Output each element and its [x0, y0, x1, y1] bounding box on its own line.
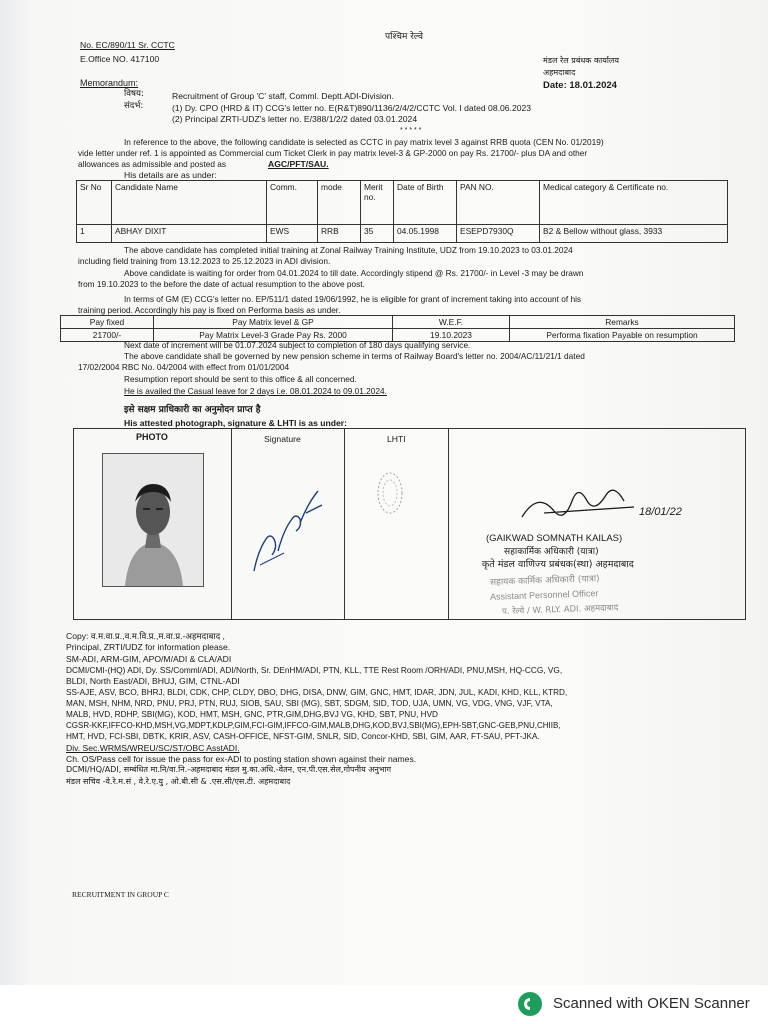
header-date-of-birth: Date of Birth: [394, 181, 457, 225]
para1-line2: vide letter under ref. 1 is appointed as Commercial cum Ticket Clerk in pay matrix level-3 & GP-2000 on pay Rs. 21700/- plus DA and other: [78, 148, 588, 158]
cell-date-of-birth: 04.05.1998: [394, 225, 457, 243]
cell-remarks: Performa fixation Payable on resumption: [510, 329, 735, 342]
pay-table-header: [61, 316, 735, 329]
copy-line-1: Copy: व.म.वा.प्र.,व.म.वि.प्र.,म.वा.प्र.-अहमदाबाद ,: [66, 631, 225, 641]
scanner-footer: [0, 985, 768, 1024]
signature-label: Signature: [264, 434, 301, 444]
attestation-box: [73, 428, 746, 620]
stamp-line-3: प. रेल्वे / W. RLY. ADI. अहमदाबाद: [501, 602, 619, 618]
photo-label: PHOTO: [136, 432, 168, 442]
hindi-header: पश्चिम रेल्वे: [385, 32, 423, 42]
signatory-name: (GAIKWAD SOMNATH KAILAS): [486, 533, 623, 544]
header-candidate-name: Candidate Name: [112, 181, 267, 225]
footer-reference: RECRUITMENT IN GROUP C: [72, 890, 169, 899]
candidate-table-row: [77, 225, 728, 243]
cell-merit-no: 35: [361, 225, 394, 243]
lhti-label: LHTI: [387, 434, 406, 444]
city-hindi: अहमदाबाद: [543, 68, 576, 77]
candidate-table: [76, 180, 728, 243]
copy-line-6: SS-AJE, ASV, BCO, BHRJ, BLDI, CDK, CHP, CLDY, DBO, DHG, DISA, DNW, GIM, GNC, HMT, IDAR, JDN, JUL, KADI, KHD, KLL, KTRD,: [66, 688, 568, 697]
copy-line-9: CGSR-KKF,IFFCO-KHD,MSH,VG,MDPT,KDLP,GIM,FCI-GIM,IFFCO-GIM,MALB,DHG,KOD,BVJ,SBI(MG),EPH-SBT,GNC-GEB,PNU,CHIIB,: [66, 721, 561, 730]
copy-line-11: Div. Sec.WRMS/WREU/SC/ST/OBC AsstADI.: [66, 743, 240, 753]
copy-line-8: MALB, HVD, RDHP, SBI(MG), KOD, HMT, MSH, GNC, PTR,GIM,DHG,BVJ VG, KHD, SBT, PNU, HVD: [66, 710, 438, 719]
para2-line2: including field training from 13.12.2023 to 25.12.2023 in ADI division.: [78, 256, 331, 266]
para4-line1: In terms of GM (E) CCG's letter no. EP/511/1 dated 19/06/1992, he is eligible for grant of increment taking into account of his: [124, 294, 582, 304]
candidate-signature-image: [244, 479, 334, 579]
header-merit-no: Merit no.: [361, 181, 394, 225]
letter-date: Date: 18.01.2024: [543, 80, 617, 91]
attested-text: His attested photograph, signature & LHTI is as under:: [124, 418, 347, 428]
header-pay-fixed: Pay fixed: [61, 316, 154, 329]
cell-medical-category: B2 & Bellow without glass, 3933: [540, 225, 728, 243]
divider-3: [448, 429, 449, 619]
reference-number: No. EC/890/11 Sr. CCTC: [80, 40, 175, 50]
copy-line-2: Principal, ZRTI/UDZ for information please.: [66, 642, 231, 652]
stamp-line-1: सहायक कार्मिक अधिकारी (यात्रा): [489, 574, 600, 588]
candidate-table-header: [77, 181, 728, 225]
header-mode: mode: [318, 181, 361, 225]
copy-line-10: HMT, HVD, FCI-SBI, DBTK, KRIR, ASV, CASH-OFFICE, NFST-GIM, SNLR, SID, Concor-KHD, SBI, GIM, AAR, FT-SAU, PFT-JKA.: [66, 732, 540, 741]
para7: Resumption report should be sent to this office & all concerned.: [124, 374, 357, 384]
candidate-photo: [102, 453, 204, 587]
reference-label: संदर्भ:: [124, 101, 144, 111]
divider-2: [344, 429, 345, 619]
para1-line3: allowances as admissible and posted as: [78, 159, 227, 169]
copy-line-13: DCMI/HQ/ADI, सम्बंधित मा.नि/वा.नि.-अहमदाबाद मंडल मु.का.अधि.-वेतन, एन.पी.एस.सेल,गोपनीय अनुभाग: [66, 765, 392, 774]
copy-line-14: मंडल सचिव -वे.रे.म.सं , वे.रे.ए.यु , ओ.बी.सी & .एस.सी/एस.टी. अहमदाबाद: [66, 777, 291, 786]
candidate-photo-image: [103, 454, 203, 586]
para8-casual-leave: He is availed the Casual leave for 2 days i.e. 08.01.2024 to 09.01.2024.: [124, 386, 387, 396]
header-pay-matrix: Pay Matrix level & GP: [154, 316, 393, 329]
copy-line-7: MAN, MSH, NHM, NRD, PNU, PRJ, PTN, RUJ, SIOB, SAU, SBI (MG), SBT, SDGM, SID, TOD, UJA, UMN, VG, VDG, VNG, VJF, VTA,: [66, 699, 553, 708]
cell-pay-matrix: Pay Matrix Level-3 Grade Pay Rs. 2000: [154, 329, 393, 342]
cell-pan-no: ESEPD7930Q: [457, 225, 540, 243]
copy-line-3: SM-ADI, ARM-GIM, APO/M/ADI & CLA/ADI: [66, 654, 232, 664]
header-remarks: Remarks: [510, 316, 735, 329]
handwritten-date: 18/01/22: [639, 506, 682, 518]
para3-line2: from 19.10.2023 to the before the date of actual resumption to the above post.: [78, 279, 365, 289]
officer-signature-image: [514, 471, 654, 531]
header-wef: W.E.F.: [393, 316, 510, 329]
subject-text: Recruitment of Group 'C' staff, Comml. Deptt.ADI-Division.: [172, 91, 394, 101]
cell-comm: EWS: [267, 225, 318, 243]
office-hindi: मंडल रेल प्रबंधक कार्यालय: [543, 56, 619, 65]
header-pan-no: PAN NO.: [457, 181, 540, 225]
subject-label: विषय:: [124, 89, 144, 99]
divider-1: [231, 429, 232, 619]
separator-stars: * * * * *: [400, 127, 422, 134]
cell-wef: 19.10.2023: [393, 329, 510, 342]
para1-line1: In reference to the above, the following candidate is selected as CCTC in pay matrix level 3 against RRB quota (CEN No. 01/2019): [124, 137, 604, 147]
para6-line2: 17/02/2004 RBC No. 04/2004 with effect from 01/01/2004: [78, 362, 290, 372]
posting-station: AGC/PFT/SAU.: [268, 159, 329, 169]
cell-mode: RRB: [318, 225, 361, 243]
copy-line-12: Ch. OS/Pass cell for issue the pass for ex-ADI to posting station shown against their names.: [66, 754, 417, 764]
oken-scanner-logo-icon: [517, 991, 543, 1017]
para5: Next date of increment will be 01.07.2024 subject to completion of 180 days qualifying service.: [124, 340, 471, 350]
cell-sr-no: 1: [77, 225, 112, 243]
stamp-line-2: Assistant Personnel Officer: [489, 588, 599, 602]
memorandum-label: Memorandum:: [80, 78, 139, 88]
para3-line1: Above candidate is waiting for order from 04.01.2024 to till date. Accordingly stipend @ Rs. 21700/- in Level -3 may be drawn: [124, 268, 584, 278]
signatory-for-hindi: कृते मंडल वाणिज्य प्रबंधक(स्था) अहमदाबाद: [482, 559, 634, 570]
reference-2: (2) Principal ZRTI-UDZ's letter no. E/388/1/2/2 dated 03.01.2024: [172, 114, 418, 124]
para2-line1: The above candidate has completed initial training at Zonal Railway Training Institute, UDZ from 19.10.2023 to 03.01.2024: [124, 245, 573, 255]
cell-pay-fixed: 21700/-: [61, 329, 154, 342]
para6-line1: The above candidate shall be governed by new pension scheme in terms of Railway Board's letter no. 2004/AC/11/21/1 dated: [124, 351, 585, 361]
signatory-title-hindi: सहाकार्मिक अधिकारी (यात्रा): [504, 547, 599, 557]
copy-line-4: DCMI/CMI-(HQ) ADI, Dy. SS/Comml/ADI, ADI/North, Sr. DEnHM/ADI, PTN, KLL, TTE Rest Room /ORH/ADI, PNU,MSH, HQ-CCG, VG,: [66, 665, 563, 675]
office-number: E.Office NO. 417100: [80, 54, 160, 64]
reference-1: (1) Dy. CPO (HRD & IT) CCG's letter no. E(R&T)890/1136/2/4/2/CCTC Vol. I dated 08.06.2023: [172, 103, 532, 113]
scanner-label: Scanned with OKEN Scanner: [553, 995, 750, 1012]
pay-table: [60, 315, 735, 342]
cell-candidate-name: ABHAY DIXIT: [112, 225, 267, 243]
para4-line2: training period. Accordingly his pay is fixed on Performa basis as under.: [78, 305, 341, 315]
header-medical-category: Medical category & Certificate no.: [540, 181, 728, 225]
lhti-thumb-impression: [370, 463, 410, 523]
header-comm: Comm.: [267, 181, 318, 225]
copy-line-5: BLDI, North East/ADI, BHUJ, GIM, CTNL-ADI: [66, 676, 240, 686]
approval-hindi: इसे सक्षम प्राधिकारी का अनुमोदन प्राप्त है: [124, 405, 261, 415]
details-intro: His details are as under:: [124, 170, 217, 180]
header-sr-no: Sr No: [77, 181, 112, 225]
